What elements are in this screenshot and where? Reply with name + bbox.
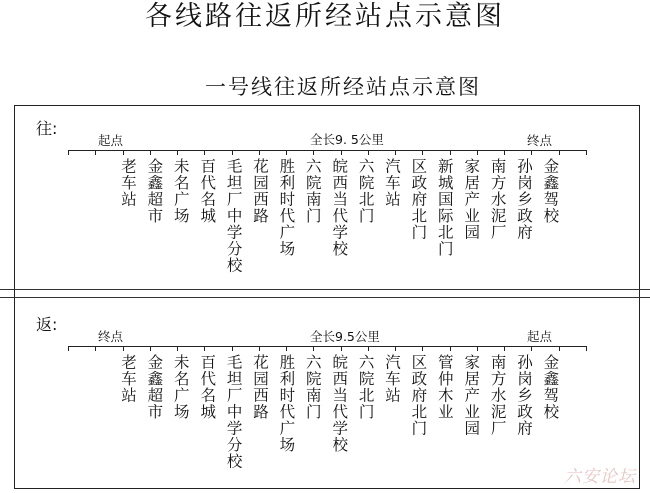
route-tick [341, 150, 342, 155]
route-tick [422, 346, 423, 351]
station-label: 南方水泥厂 [488, 354, 507, 437]
station-label: 孙岗乡政府 [515, 354, 533, 437]
route-tick [368, 346, 369, 351]
route-tick [450, 346, 451, 351]
station-label: 区政府北门 [409, 158, 428, 241]
section-divider-top [0, 289, 650, 290]
route-tick [123, 150, 124, 155]
route-tick [586, 346, 587, 351]
station-label: 百代名城 [198, 354, 217, 420]
station-label: 胜利时代广场 [277, 354, 296, 453]
route-tick [204, 150, 205, 155]
route-tick [123, 346, 124, 351]
station-label: 毛坦厂中学分校 [224, 354, 243, 470]
station-label: 金鑫超市 [145, 158, 164, 224]
outbound-length-label: 全长9. 5公里 [310, 132, 384, 147]
station-label: 百代名城 [198, 158, 217, 224]
station-label: 家居产业园 [462, 158, 481, 241]
route-tick [150, 150, 151, 155]
station-label: 六院南门 [303, 354, 322, 420]
station-label: 南方水泥厂 [488, 158, 507, 241]
station-label: 皖西当代学校 [330, 354, 349, 453]
station-label: 毛坦厂中学分校 [224, 158, 243, 274]
outbound-direction-label: 往: [36, 119, 58, 138]
route-tick [559, 346, 560, 351]
station-label: 皖西当代学校 [330, 158, 349, 257]
route-tick [395, 150, 396, 155]
route-tick [95, 150, 96, 155]
route-tick [68, 150, 69, 155]
station-label: 金鑫超市 [145, 354, 164, 420]
station-label: 新城国际北门 [435, 158, 454, 257]
station-label: 金鑫驾校 [541, 158, 560, 224]
watermark-logo: 六安论坛 [564, 467, 636, 487]
route-tick [232, 346, 233, 351]
route-tick [177, 150, 178, 155]
route-tick [422, 150, 423, 155]
route-tick [232, 150, 233, 155]
return-direction-label: 返: [36, 315, 58, 334]
route-tick [450, 150, 451, 155]
station-label: 区政府北门 [409, 354, 428, 437]
route-tick [177, 346, 178, 351]
station-label: 汽车站 [383, 354, 401, 404]
return-start-label: 终点 [98, 329, 124, 344]
station-label: 金鑫驾校 [541, 354, 560, 420]
station-label: 花园西路 [251, 158, 269, 224]
return-length-label: 全长9.5公里 [310, 329, 380, 344]
outbound-end-label: 终点 [527, 133, 553, 148]
route-tick [531, 150, 532, 155]
route-tick [259, 346, 260, 351]
line-one-title: 一号线往返所经站点示意图 [205, 75, 481, 99]
route-tick [531, 346, 532, 351]
station-label: 未名广场 [171, 354, 190, 420]
route-tick [341, 346, 342, 351]
station-label: 孙岗乡政府 [515, 158, 533, 241]
station-label: 胜利时代广场 [277, 158, 296, 257]
route-tick [504, 346, 505, 351]
return-route-line [68, 346, 586, 347]
route-tick [286, 346, 287, 351]
station-label: 家居产业园 [462, 354, 481, 437]
station-label: 六院南门 [303, 158, 322, 224]
route-tick [286, 150, 287, 155]
station-label: 未名广场 [171, 158, 190, 224]
outbound-start-label: 起点 [98, 133, 124, 148]
station-label: 六院北门 [356, 158, 375, 224]
station-label: 汽车站 [383, 158, 401, 208]
outbound-route-line [68, 150, 586, 151]
route-tick [559, 150, 560, 155]
section-divider-bottom [0, 297, 650, 298]
station-label: 管仲木业 [435, 354, 454, 420]
route-tick [504, 150, 505, 155]
route-tick [95, 346, 96, 351]
route-tick [259, 150, 260, 155]
station-label: 老车站 [119, 354, 137, 404]
station-label: 花园西路 [251, 354, 269, 420]
return-end-label: 起点 [527, 329, 553, 344]
route-tick [477, 346, 478, 351]
station-label: 老车站 [119, 158, 137, 208]
route-tick [68, 346, 69, 351]
route-tick [313, 346, 314, 351]
route-tick [477, 150, 478, 155]
route-tick [586, 150, 587, 155]
route-tick [204, 346, 205, 351]
main-title: 各线路往返所经站点示意图 [145, 1, 505, 32]
route-tick [150, 346, 151, 351]
route-tick [313, 150, 314, 155]
station-label: 六院北门 [356, 354, 375, 420]
route-tick [395, 346, 396, 351]
route-tick [368, 150, 369, 155]
